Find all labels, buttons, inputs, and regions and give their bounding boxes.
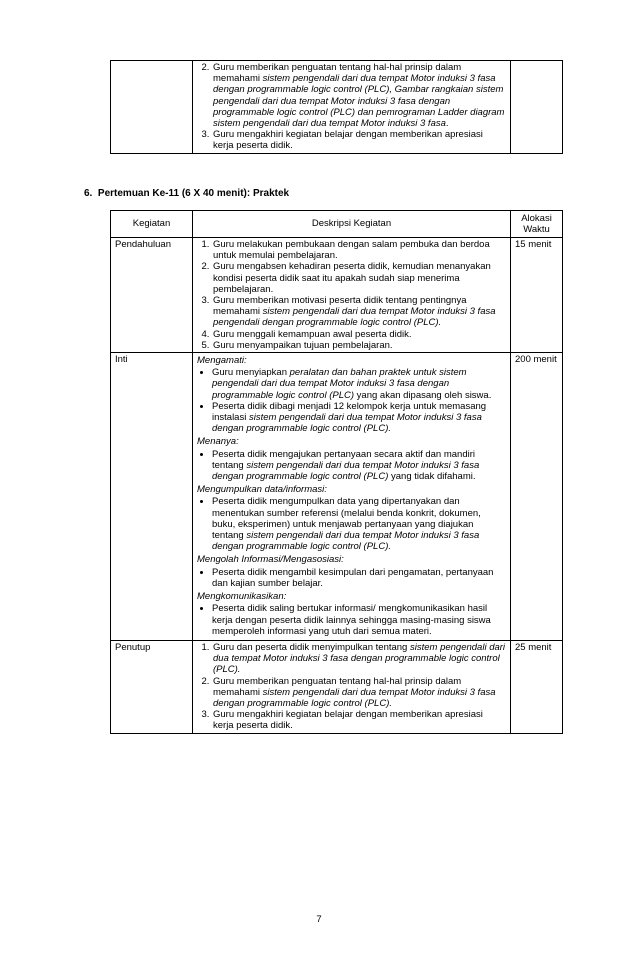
page-number: 7 [316,914,322,925]
bullet-list [197,603,506,637]
bullet-list [197,449,506,483]
list-item: • Peserta didik mengumpulkan data yang dipertanyakan dan menentukan sumber referensi (melalui benda konkrit, dokumen, buku, eksperimen) untuk menjawab pertanyaan yang diajukan tentang sistem pengendali dari dua tempat Motor induksi 3 fasa dengan programmable logic control (PLC). [212,496,506,552]
header-kegiatan: Kegiatan [111,211,193,238]
list-item: • Guru menyiapkan peralatan dan bahan praktek untuk sistem pengendali dari dua tempat Motor induksi 3 fasa dengan programmable logic control (PLC) yang akan dipasang oleh siswa. [212,367,506,401]
bullet-list [197,367,506,434]
list-item: • Peserta didik saling bertukar informasi/ mengkomunikasikan hasil kerja dengan peserta didik lainnya sehingga masing-masing siswa memperoleh informasi yang utuh dari semua materi. [212,603,506,637]
list-item: 2. Guru memberikan penguatan tentang hal-hal prinsip dalam memahami sistem pengendali dari dua tempat Motor induksi 3 fasa dengan programmable logic control (PLC). [212,676,506,710]
step-title-mengkomunikasikan: Mengkomunikasikan: [197,591,287,603]
step-title-mengamati: Mengamati: [197,355,247,367]
step-title-menanya: Menanya: [197,436,239,448]
list-item: • Peserta didik mengambil kesimpulan dari pengamatan, pertanyaan dan kajian sumber belajar. [212,567,506,589]
list-item: 3. Guru memberikan motivasi peserta didik tentang pentingnya memahami sistem pengendali dari dua tempat Motor induksi 3 fasa pengendali dengan programmable logic control (PLC). [212,295,506,329]
activity-list [197,642,506,732]
deskripsi-cell [193,640,511,733]
table-row-inti [111,353,563,641]
list-item: • Peserta didik mengajukan pertanyaan secara aktif dan mandiri tentang sistem pengendali dari dua tempat Motor induksi 3 fasa dengan programmable logic control (PLC) yang tidak difahami. [212,449,506,483]
step-title-mengumpulkan: Mengumpulkan data/informasi: [197,484,327,496]
activity-list [197,239,506,351]
deskripsi-cell [193,61,511,154]
alokasi-cell [511,61,563,154]
bullet-list [197,567,506,589]
list-item: 1. Guru dan peserta didik menyimpulkan tentang sistem pengendali dari dua tempat Motor induksi 3 fasa dengan programmable logic control (PLC). [212,642,506,676]
kegiatan-label: Penutup [111,640,193,733]
activity-table [110,210,563,734]
kegiatan-label: Inti [111,353,193,641]
table-row-pendahuluan [111,238,563,353]
header-alokasi: Alokasi Waktu [511,211,563,238]
list-item: 2. Guru mengabsen kehadiran peserta didik, kemudian menanyakan kondisi peserta didik saat itu apakah sudah siap menerima pembelajaran. [212,261,506,295]
kegiatan-label: Pendahuluan [111,238,193,353]
kegiatan-cell [111,61,193,154]
list-item: 3. Guru mengakhiri kegiatan belajar dengan memberikan apresiasi kerja peserta didik. [212,709,506,731]
header-deskripsi: Deskripsi Kegiatan [193,211,511,238]
activity-list [197,62,506,152]
section-number: 6. [84,188,93,199]
list-item: 3. Guru mengakhiri kegiatan belajar dengan memberikan apresiasi kerja peserta didik. [212,129,506,151]
list-item: • Peserta didik dibagi menjadi 12 kelompok kerja untuk memasang instalasi sistem pengendali dari dua tempat Motor induksi 3 fasa dengan programmable logic control (PLC). [212,401,506,435]
table-row [111,61,563,154]
header-row [111,211,563,238]
section-heading [84,188,289,199]
alokasi-value: 25 menit [511,640,563,733]
deskripsi-cell [193,238,511,353]
alokasi-value: 15 menit [511,238,563,353]
deskripsi-cell [193,353,511,641]
list-item: 4. Guru menggali kemampuan awal peserta didik. [212,329,506,340]
section-title: Pertemuan Ke-11 (6 X 40 menit): Praktek [97,188,290,199]
list-item: 5. Guru menyampaikan tujuan pembelajaran. [212,340,506,351]
list-item: 2. Guru memberikan penguatan tentang hal-hal prinsip dalam memahami sistem pengendali dari dua tempat Motor induksi 3 fasa dengan programmable logic control (PLC), Gambar rangkaian sistem pengendali dari dua tempat Motor induksi 3 fasa dengan programmable logic control (PLC) dan pemrograman Ladder diagram sistem pengendali dari dua tempat Motor induksi 3 fasa. [212,62,506,129]
continuation-table [110,60,563,154]
alokasi-value: 200 menit [511,353,563,641]
list-item: 1. Guru melakukan pembukaan dengan salam pembuka dan berdoa untuk memulai pembelajaran. [212,239,506,261]
table-row-penutup [111,640,563,733]
step-title-mengolah: Mengolah Informasi/Mengasosiasi: [197,554,344,566]
bullet-list [197,496,506,552]
